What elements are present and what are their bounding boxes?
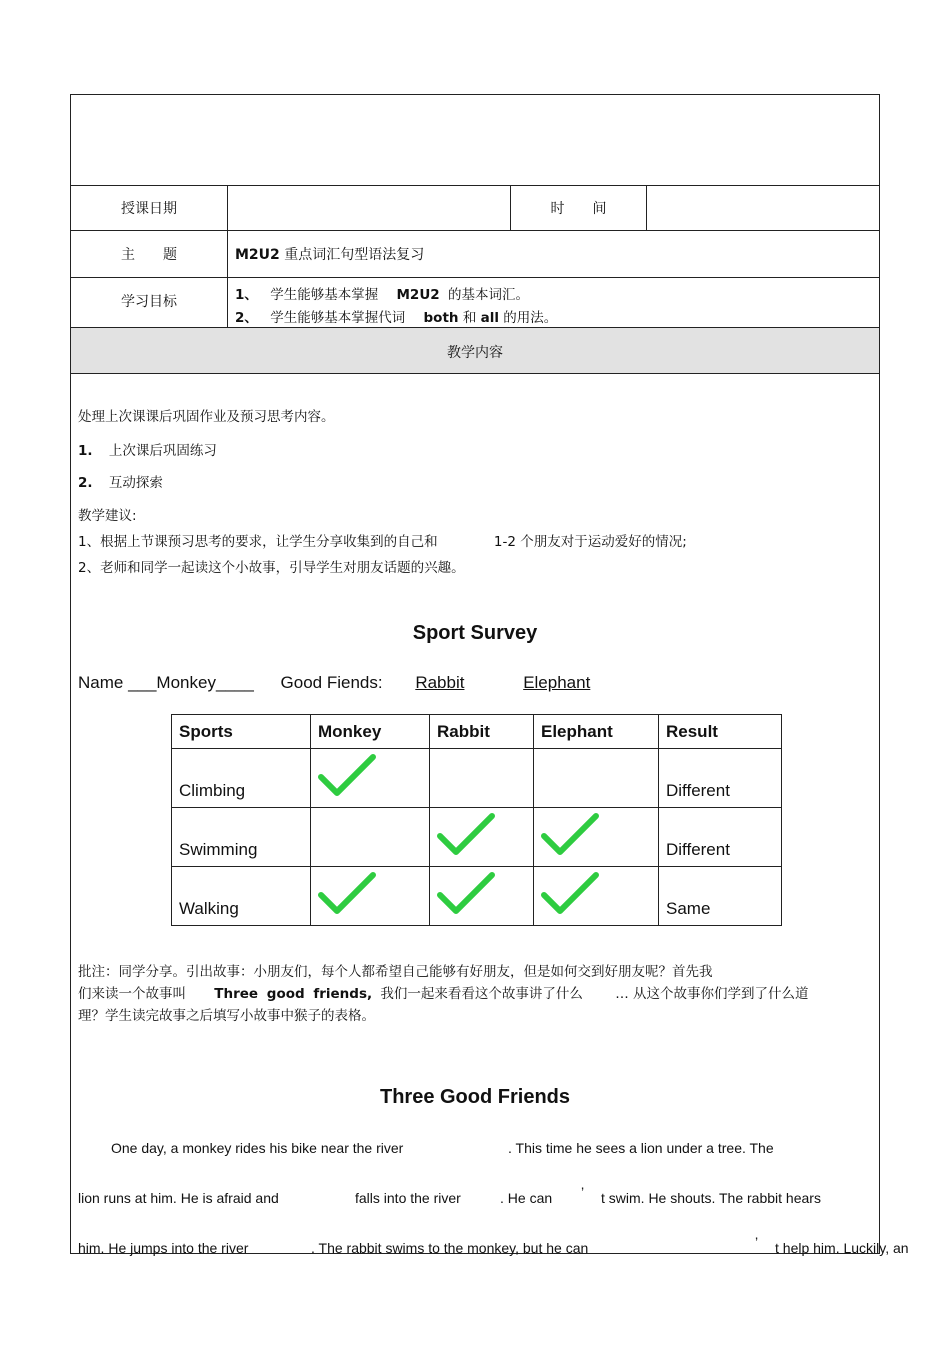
story-line-2-e: t swim. He shouts. The rabbit hears (601, 1190, 821, 1206)
topic-code: M2U2 (235, 247, 280, 263)
item-1-text: 上次课后巩固练习 (108, 443, 217, 459)
sport-cell: Climbing (172, 749, 311, 808)
story-line-2-d: ’ (581, 1184, 585, 1200)
check-cell (430, 808, 534, 867)
note-2-c: 我们一起来看看这个故事讲了什么 (380, 986, 583, 1002)
check-cell (311, 749, 430, 808)
checkmark-stroke (321, 875, 373, 911)
advice-label: 教学建议: (78, 508, 137, 524)
check-cell (311, 867, 430, 926)
survey-name-line (78, 673, 594, 693)
survey-row (172, 749, 782, 808)
check-cell (430, 749, 534, 808)
goal-2-both: both (423, 310, 459, 326)
survey-name: Name ___Monkey____ (78, 673, 254, 692)
story-line-3-b: . The rabbit swims to the monkey, but he can (311, 1240, 589, 1256)
survey-header-row (172, 715, 782, 749)
goal-1 (235, 283, 529, 303)
story-line-3-c: ’ (755, 1234, 759, 1250)
checkmark-stroke (440, 816, 492, 852)
goal-2 (235, 306, 557, 326)
goal-1-num: 1、 (235, 287, 258, 303)
checkmark-icon (540, 869, 602, 921)
goal-2-text: 学生能够基本掌握代词 (270, 310, 406, 326)
row-divider (70, 373, 880, 374)
story-line-2-c: . He can (500, 1190, 553, 1206)
header-cell: Rabbit (430, 715, 534, 749)
checkmark-icon (436, 869, 498, 921)
goal-1-text: 学生能够基本掌握 (270, 287, 379, 303)
result-cell: Different (659, 749, 782, 808)
result-cell: Different (659, 808, 782, 867)
header-cell: Monkey (311, 715, 430, 749)
topic-value (235, 244, 424, 264)
sport-cell: Walking (172, 867, 311, 926)
checkmark-icon (317, 751, 379, 803)
checkmark-stroke (440, 875, 492, 911)
survey-table (171, 714, 782, 926)
goal-1-code: M2U2 (396, 287, 440, 303)
check-cell (311, 808, 430, 867)
item-2-num: 2. (78, 475, 93, 491)
survey-title: Sport Survey (412, 622, 538, 644)
note-story-name: Three good friends, (214, 986, 373, 1002)
item-1-num: 1. (78, 443, 93, 459)
check-cell (534, 867, 659, 926)
story-line-3-d: t help him. Luckily, an (775, 1240, 909, 1256)
item-2-text: 互动探索 (108, 475, 163, 491)
note-line-1: 批注：同学分享。引出故事：小朋友们，每个人都希望自己能够有好朋友，但是如何交到好朋友呢？首先我 (78, 964, 713, 980)
survey-friend-2: Elephant (523, 673, 591, 692)
content-label: 教学内容 (447, 345, 503, 361)
checkmark-stroke (544, 816, 596, 852)
goal-2-and: 和 (462, 310, 477, 326)
intro-item-2 (78, 471, 163, 491)
checkmark-icon (540, 810, 602, 862)
note-2-d: … 从这个故事你们学到了什么道 (615, 986, 809, 1002)
sport-cell: Swimming (172, 808, 311, 867)
header-cell: Sports (172, 715, 311, 749)
goals-label: 学习目标 (121, 294, 177, 310)
story-line-2-b: falls into the river (355, 1190, 461, 1206)
checkmark-icon (317, 869, 379, 921)
goal-2-tail: 的用法。 (503, 310, 558, 326)
row-divider (70, 277, 880, 278)
checkmark-stroke (544, 875, 596, 911)
intro-item-1 (78, 439, 217, 459)
date-label: 授课日期 (121, 201, 177, 217)
advice-1 (78, 530, 687, 550)
note-line-3: 理？学生读完故事之后填写小故事中猴子的表格。 (78, 1008, 375, 1024)
survey-friends-label: Good Fiends: (280, 673, 383, 692)
advice-2: 2、老师和同学一起读这个小故事，引导学生对朋友话题的兴趣。 (78, 560, 465, 576)
goal-2-all: all (480, 310, 499, 326)
note-line-2 (78, 982, 809, 1002)
row-divider (70, 185, 880, 186)
result-cell: Same (659, 867, 782, 926)
intro-line: 处理上次课课后巩固作业及预习思考内容。 (78, 409, 335, 425)
goal-1-tail: 的基本词汇。 (447, 287, 529, 303)
check-cell (534, 749, 659, 808)
story-line-1-b: . This time he sees a lion under a tree. The (508, 1140, 774, 1156)
survey-friend-1: Rabbit (415, 673, 465, 692)
header-cell: Result (659, 715, 782, 749)
survey-row (172, 867, 782, 926)
story-line-1-a: One day, a monkey rides his bike near the river (111, 1140, 404, 1156)
story-title: Three Good Friends (379, 1086, 571, 1108)
note-2-a: 们来读一个故事叫 (78, 986, 186, 1002)
topic-text: 重点词汇句型语法复习 (284, 247, 425, 263)
goal-2-num: 2、 (235, 310, 258, 326)
col-divider (646, 185, 647, 230)
checkmark-icon (436, 810, 498, 862)
advice-1-b: 1-2 个朋友对于运动爱好的情况; (493, 534, 687, 550)
time-label: 时 间 (550, 201, 607, 217)
header-cell: Elephant (534, 715, 659, 749)
topic-label: 主 题 (121, 247, 177, 263)
advice-1-a: 1、根据上节课预习思考的要求，让学生分享收集到的自己和 (78, 534, 438, 550)
row-divider (70, 230, 880, 231)
story-line-2-a: lion runs at him. He is afraid and (78, 1190, 279, 1206)
story-line-3-a: him. He jumps into the river (78, 1240, 249, 1256)
check-cell (430, 867, 534, 926)
col-divider (227, 185, 228, 327)
survey-row (172, 808, 782, 867)
check-cell (534, 808, 659, 867)
checkmark-stroke (321, 757, 373, 793)
